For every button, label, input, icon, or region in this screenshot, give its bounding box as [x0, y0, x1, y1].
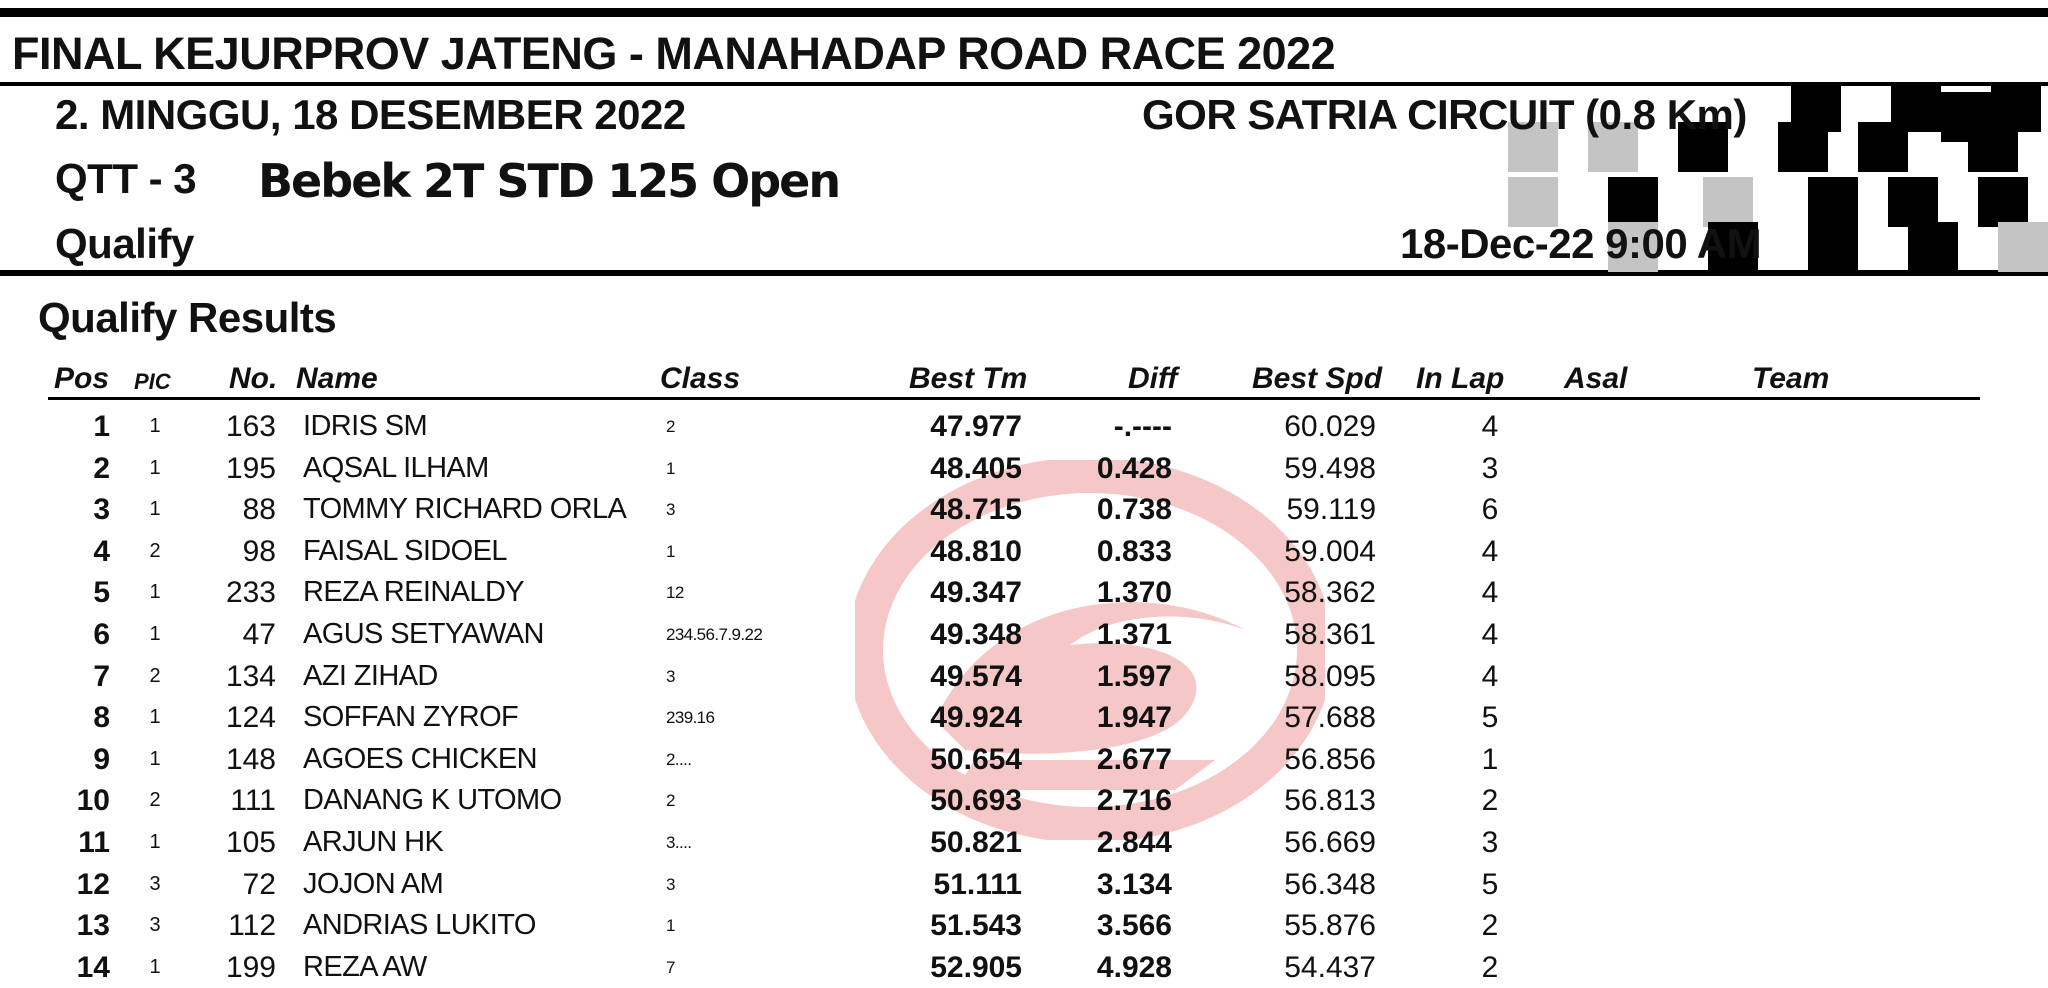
cell-pos: 5 — [93, 576, 110, 610]
table-row — [0, 614, 2048, 655]
cell-pic: 3 — [149, 914, 161, 937]
cell-best-time: 51.543 — [930, 909, 1022, 943]
cell-pos: 14 — [76, 950, 110, 984]
table-row — [0, 697, 2048, 738]
cell-number: 195 — [225, 451, 276, 485]
cell-best-speed: 58.095 — [1284, 659, 1376, 693]
cell-in-lap: 5 — [1481, 867, 1499, 901]
cell-best-speed: 55.876 — [1284, 909, 1376, 943]
column-header-pos: Pos — [54, 362, 110, 395]
cell-pos: 13 — [76, 909, 110, 943]
flag-square — [1908, 222, 1958, 272]
cell-in-lap: 2 — [1481, 784, 1499, 818]
table-row — [0, 780, 2048, 821]
session-date-time: 18-Dec-22 9:00 AM — [1400, 220, 1762, 267]
flag-square — [1858, 122, 1908, 172]
cell-class: 2.... — [666, 749, 692, 769]
table-row — [0, 905, 2048, 946]
cell-best-time: 51.111 — [933, 867, 1022, 901]
top-rule — [0, 8, 2048, 17]
cell-rider-name: AQSAL ILHAM — [303, 451, 489, 484]
cell-best-speed: 56.669 — [1284, 826, 1376, 859]
cell-number: 124 — [225, 701, 276, 735]
column-header-team: Team — [1752, 362, 1830, 395]
cell-class: 2 — [666, 791, 675, 811]
cell-pos: 10 — [76, 784, 110, 818]
cell-in-lap: 4 — [1481, 410, 1499, 443]
table-row — [0, 864, 2048, 905]
cell-rider-name: DANANG K UTOMO — [303, 784, 562, 817]
cell-number: 47 — [242, 618, 276, 651]
cell-best-speed: 56.348 — [1284, 867, 1376, 901]
cell-pic: 1 — [149, 831, 161, 853]
cell-pic: 1 — [149, 955, 161, 978]
cell-in-lap: 5 — [1481, 701, 1499, 735]
cell-diff: 4.928 — [1096, 950, 1172, 984]
cell-diff: 1.371 — [1096, 618, 1172, 651]
cell-best-speed: 59.498 — [1284, 451, 1376, 485]
cell-number: 199 — [225, 950, 276, 984]
flag-square — [1968, 122, 2018, 172]
flag-square — [1808, 222, 1858, 272]
cell-best-time: 48.715 — [930, 493, 1022, 527]
cell-diff: 1.370 — [1096, 576, 1172, 610]
column-header-no: No. — [229, 362, 278, 395]
column-header-best-spd: Best Spd — [1252, 362, 1383, 395]
flag-square — [1778, 122, 1828, 172]
cell-best-time: 48.405 — [930, 451, 1022, 485]
cell-in-lap: 4 — [1481, 576, 1499, 610]
table-row — [0, 947, 2048, 988]
cell-number: 233 — [225, 576, 276, 610]
cell-in-lap: 1 — [1481, 742, 1499, 776]
cell-best-speed: 54.437 — [1284, 950, 1376, 984]
cell-best-time: 47.977 — [930, 410, 1022, 443]
column-header-in-lap: In Lap — [1416, 362, 1505, 395]
circuit-name: GOR SATRIA CIRCUIT (0.8 Km) — [1142, 91, 1747, 138]
cell-rider-name: IDRIS SM — [303, 410, 428, 442]
cell-rider-name: AGUS SETYAWAN — [303, 618, 544, 650]
cell-best-speed: 60.029 — [1284, 410, 1376, 443]
session-code: QTT - 3 — [55, 155, 197, 202]
cell-pic: 1 — [149, 415, 161, 437]
cell-rider-name: TOMMY RICHARD ORLA — [303, 493, 627, 526]
cell-class: 239.16 — [666, 708, 715, 728]
cell-rider-name: SOFFAN ZYROF — [303, 701, 519, 734]
cell-diff: 2.677 — [1096, 742, 1172, 776]
cell-class: 3 — [666, 500, 675, 520]
cell-number: 163 — [225, 410, 276, 443]
cell-number: 98 — [242, 534, 276, 568]
cell-best-time: 50.654 — [930, 742, 1022, 776]
cell-pos: 7 — [93, 659, 110, 693]
cell-best-time: 50.693 — [930, 784, 1022, 818]
cell-pic: 1 — [149, 498, 161, 521]
cell-rider-name: REZA AW — [303, 950, 427, 983]
cell-diff: -.---- — [1113, 410, 1172, 443]
cell-number: 148 — [225, 742, 276, 776]
cell-best-speed: 56.856 — [1284, 742, 1376, 776]
cell-pos: 3 — [93, 493, 110, 527]
cell-pos: 4 — [93, 534, 110, 568]
cell-pic: 1 — [149, 456, 161, 479]
cell-class: 1 — [666, 916, 675, 936]
cell-in-lap: 2 — [1481, 950, 1499, 984]
cell-in-lap: 6 — [1481, 493, 1499, 527]
cell-number: 112 — [228, 909, 276, 943]
flag-square — [1808, 177, 1858, 227]
cell-number: 134 — [225, 659, 276, 693]
cell-number: 88 — [242, 493, 276, 527]
section-title: Qualify Results — [38, 294, 337, 341]
cell-best-time: 49.574 — [930, 659, 1022, 693]
cell-best-time: 49.347 — [930, 576, 1022, 610]
table-row — [0, 822, 2048, 863]
flag-square — [1978, 177, 2028, 227]
cell-pic: 1 — [149, 581, 161, 604]
cell-class: 234.56.7.9.22 — [666, 625, 763, 644]
cell-diff: 2.844 — [1096, 826, 1172, 859]
cell-pos: 9 — [93, 742, 110, 776]
column-header-diff: Diff — [1128, 362, 1178, 395]
cell-pic: 1 — [149, 623, 161, 645]
cell-pic: 3 — [149, 872, 161, 895]
cell-number: 111 — [230, 784, 276, 818]
cell-pic: 1 — [149, 706, 161, 729]
cell-number: 105 — [225, 826, 276, 859]
cell-best-time: 50.821 — [930, 826, 1022, 859]
cell-class: 1 — [666, 458, 675, 478]
cell-rider-name: ARJUN HK — [303, 826, 444, 858]
cell-pic: 2 — [149, 789, 161, 812]
cell-best-speed: 58.362 — [1284, 576, 1376, 610]
table-row — [0, 489, 2048, 530]
cell-diff: 0.833 — [1096, 534, 1172, 568]
cell-diff: 3.566 — [1096, 909, 1172, 943]
event-day-date: 2. MINGGU, 18 DESEMBER 2022 — [55, 91, 686, 138]
flag-square — [1888, 177, 1938, 227]
cell-rider-name: JOJON AM — [303, 867, 444, 900]
column-header-best-tm: Best Tm — [909, 362, 1028, 395]
cell-best-speed: 56.813 — [1284, 784, 1376, 818]
cell-class: 12 — [666, 583, 684, 603]
flag-square — [1998, 222, 2048, 272]
cell-pic: 2 — [149, 664, 161, 687]
cell-in-lap: 4 — [1481, 618, 1499, 651]
cell-class: 7 — [666, 957, 675, 977]
table-row — [0, 531, 2048, 572]
table-row — [0, 572, 2048, 613]
cell-rider-name: REZA REINALDY — [303, 576, 525, 609]
table-row — [0, 739, 2048, 780]
table-row — [0, 406, 2048, 447]
cell-best-time: 49.924 — [930, 701, 1022, 735]
cell-pos: 8 — [93, 701, 110, 735]
cell-class: 2 — [666, 417, 675, 436]
cell-class: 3 — [666, 874, 675, 894]
cell-pos: 11 — [78, 826, 110, 859]
cell-diff: 2.716 — [1096, 784, 1172, 818]
cell-rider-name: AZI ZIHAD — [303, 659, 438, 692]
table-header-rule — [48, 397, 1980, 400]
cell-in-lap: 4 — [1481, 659, 1499, 693]
session-type: Qualify — [55, 220, 194, 267]
cell-pos: 12 — [76, 867, 110, 901]
race-class-name: Bebek 2T STD 125 Open — [258, 154, 840, 208]
cell-rider-name: AGOES CHICKEN — [303, 742, 537, 775]
cell-in-lap: 4 — [1481, 534, 1499, 568]
cell-in-lap: 3 — [1481, 826, 1499, 859]
cell-best-speed: 57.688 — [1284, 701, 1376, 735]
cell-class: 1 — [666, 541, 675, 561]
column-header-name: Name — [296, 362, 378, 395]
column-header-class: Class — [660, 362, 741, 395]
cell-in-lap: 2 — [1481, 909, 1499, 943]
cell-best-time: 49.348 — [930, 618, 1022, 651]
event-title: FINAL KEJURPROV JATENG - MANAHADAP ROAD RACE 2022 — [12, 28, 1336, 79]
cell-best-speed: 58.361 — [1284, 618, 1376, 651]
cell-pos: 2 — [93, 451, 110, 485]
column-header-pic: PIC — [134, 369, 171, 394]
cell-pic: 2 — [149, 539, 161, 562]
cell-best-time: 52.905 — [930, 950, 1022, 984]
cell-pos: 1 — [93, 410, 110, 443]
cell-diff: 0.738 — [1096, 493, 1172, 527]
cell-pos: 6 — [93, 618, 110, 651]
cell-best-time: 48.810 — [930, 534, 1022, 568]
table-row — [0, 448, 2048, 489]
cell-in-lap: 3 — [1481, 451, 1499, 485]
cell-best-speed: 59.004 — [1284, 534, 1376, 568]
cell-diff: 1.597 — [1096, 659, 1172, 693]
cell-class: 3 — [666, 666, 675, 686]
cell-class: 3.... — [666, 833, 692, 852]
cell-diff: 1.947 — [1096, 701, 1172, 735]
cell-rider-name: FAISAL SIDOEL — [303, 534, 507, 567]
table-row — [0, 656, 2048, 697]
cell-pic: 1 — [149, 747, 161, 770]
cell-number: 72 — [242, 867, 276, 901]
cell-rider-name: ANDRIAS LUKITO — [303, 909, 536, 942]
cell-diff: 3.134 — [1096, 867, 1172, 901]
cell-diff: 0.428 — [1096, 451, 1172, 485]
cell-best-speed: 59.119 — [1286, 493, 1376, 527]
column-header-asal: Asal — [1564, 362, 1628, 395]
